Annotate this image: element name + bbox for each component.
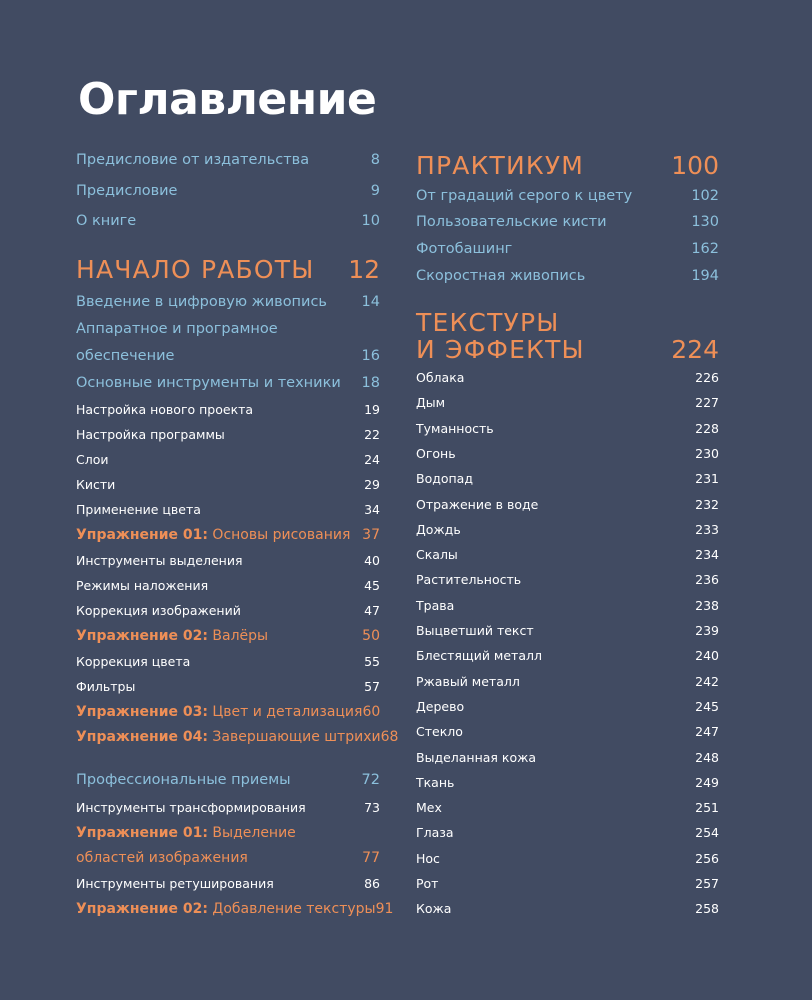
section-heading[interactable]: И ЭФФЕКТЫ 224 <box>416 335 719 364</box>
toc-exercise-entry[interactable]: Упражнение 04: Завершающие штрихи 68 <box>76 729 399 745</box>
toc-entry[interactable]: Коррекция цвета 55 <box>76 654 380 669</box>
toc-entry[interactable]: Пользовательские кисти 130 <box>416 214 719 230</box>
toc-entry[interactable]: Слои 24 <box>76 452 380 467</box>
toc-entry[interactable]: Ткань 249 <box>416 774 719 790</box>
toc-entry[interactable]: Скалы 234 <box>416 547 719 563</box>
section-heading[interactable]: ТЕКСТУРЫ <box>416 308 560 337</box>
toc-entry[interactable]: Настройка нового проекта 19 <box>76 402 380 417</box>
toc-exercise-entry[interactable]: Упражнение 02: Валёры 50 <box>76 628 380 644</box>
page-title: Оглавление <box>78 74 377 125</box>
toc-entry[interactable]: Введение в цифровую живопись 14 <box>76 294 380 310</box>
toc-entry[interactable]: Водопад 231 <box>416 471 719 487</box>
toc-entry[interactable]: От градаций серого к цвету 102 <box>416 188 719 204</box>
toc-entry[interactable]: Коррекция изображений 47 <box>76 603 380 618</box>
toc-entry[interactable]: Дерево 245 <box>416 698 719 714</box>
section-heading[interactable]: НАЧАЛО РАБОТЫ 12 <box>76 255 380 284</box>
toc-entry[interactable]: О книге 10 <box>76 213 380 229</box>
toc-entry[interactable]: Дым 227 <box>416 395 719 411</box>
toc-entry[interactable]: Фотобашинг 162 <box>416 241 719 257</box>
toc-entry[interactable]: Стекло 247 <box>416 724 719 740</box>
toc-entry[interactable]: Нос 256 <box>416 850 719 866</box>
toc-entry[interactable]: Рот 257 <box>416 876 719 891</box>
toc-entry[interactable]: Огонь 230 <box>416 445 719 461</box>
toc-entry[interactable]: Растительность 236 <box>416 572 719 588</box>
toc-exercise-entry[interactable]: Упражнение 01: Выделение <box>76 825 296 841</box>
toc-entry[interactable]: Инструменты ретуширования 86 <box>76 876 380 891</box>
toc-entry[interactable]: Кожа 258 <box>416 901 719 917</box>
toc-entry[interactable]: Ржавый металл 242 <box>416 673 719 689</box>
toc-entry[interactable]: Туманность 228 <box>416 420 719 436</box>
section-heading[interactable]: ПРАКТИКУМ 100 <box>416 151 719 180</box>
toc-entry[interactable]: Трава 238 <box>416 597 719 613</box>
toc-entry[interactable]: Предисловие 9 <box>76 183 380 199</box>
toc-entry[interactable]: обеспечение 16 <box>76 348 380 364</box>
toc-entry[interactable]: Отражение в воде 232 <box>416 496 719 512</box>
toc-entry[interactable]: Основные инструменты и техники 18 <box>76 375 380 391</box>
toc-entry[interactable]: Скоростная живопись 194 <box>416 268 719 284</box>
toc-entry[interactable]: Применение цвета 34 <box>76 502 380 517</box>
toc-entry[interactable]: Дождь 233 <box>416 521 719 537</box>
toc-entry[interactable]: Блестящий металл 240 <box>416 648 719 664</box>
toc-exercise-entry[interactable]: Упражнение 02: Добавление текстуры 91 <box>76 901 394 917</box>
toc-entry[interactable]: Фильтры 57 <box>76 679 380 694</box>
toc-entry[interactable]: Кисти 29 <box>76 477 380 492</box>
toc-exercise-entry[interactable]: Упражнение 03: Цвет и детализация 60 <box>76 704 381 720</box>
toc-entry[interactable]: Мех 251 <box>416 800 719 816</box>
toc-entry[interactable]: Глаза 254 <box>416 825 719 841</box>
toc-entry[interactable]: Настройка программы 22 <box>76 427 380 442</box>
toc-entry[interactable]: Выцветший текст 239 <box>416 623 719 638</box>
toc-entry[interactable]: Аппаратное и програмное <box>76 321 278 337</box>
toc-entry[interactable]: Предисловие от издательства 8 <box>76 152 380 168</box>
toc-entry[interactable]: Режимы наложения 45 <box>76 578 380 593</box>
toc-entry[interactable]: Инструменты выделения 40 <box>76 553 380 568</box>
toc-entry[interactable]: Облака 226 <box>416 370 719 385</box>
toc-exercise-entry[interactable]: Упражнение 01: Основы рисования 37 <box>76 527 380 543</box>
toc-entry[interactable]: Выделанная кожа 248 <box>416 749 719 765</box>
toc-exercise-entry[interactable]: областей изображения 77 <box>76 850 380 866</box>
toc-entry[interactable]: Инструменты трансформирования 73 <box>76 800 380 815</box>
toc-entry[interactable]: Профессиональные приемы 72 <box>76 772 380 788</box>
